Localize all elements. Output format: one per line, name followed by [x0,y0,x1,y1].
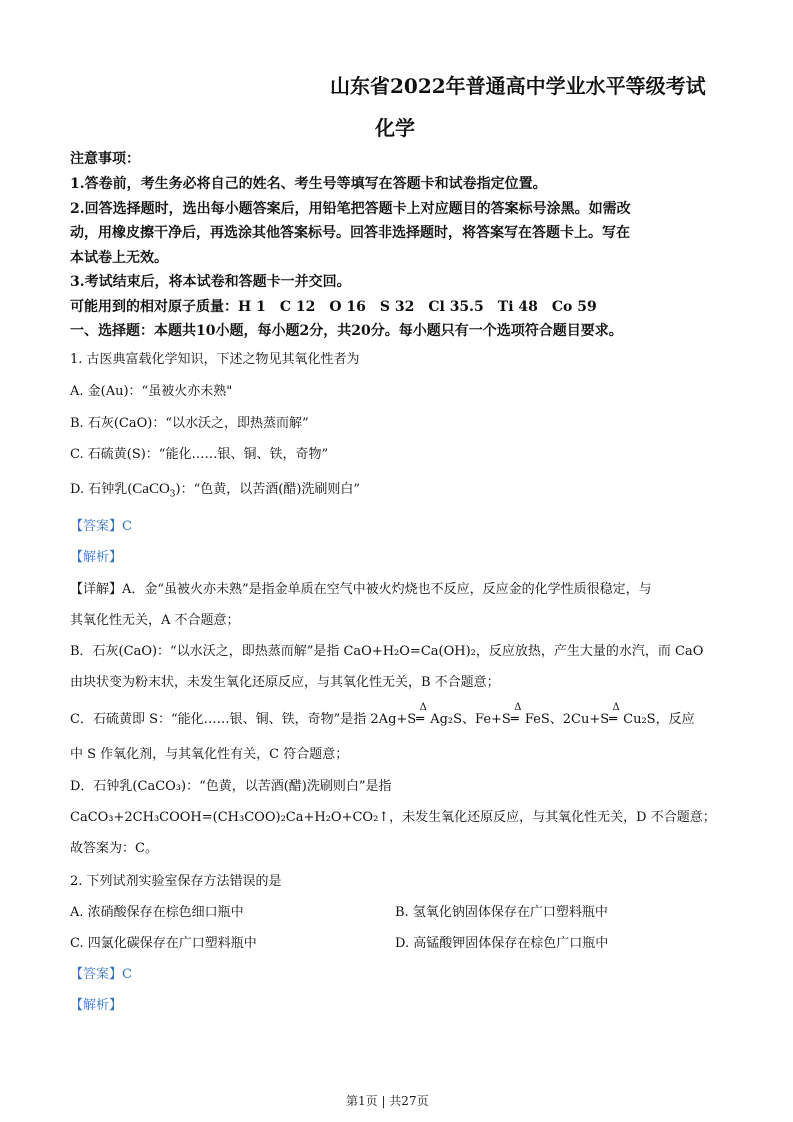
q1-option-a: A. 金(Au)：“虽被火亦未熟" [70,384,233,399]
q1-stem: 1. 古医典富载化学知识，下述之物见其氧化性者为 [70,352,360,367]
heat-symbol-1: Δ [419,702,427,713]
q1-detail-c-line-2: 中 S 作氧化剂，与其氧化性有关，C 符合题意； [70,747,349,762]
q1-detail-b-line-2: 由块状变为粉末状，未发生氧化还原反应，与其氧化性无关，B 不合题意； [70,675,500,690]
notice-item-1: 1.答卷前，考生务必将自己的姓名、考生号等填写在答题卡和试卷指定位置。 [70,176,547,192]
q1-detail-c-part-4: Cu₂S，反应 [623,712,695,727]
q1-detail-a-line-2: 其氧化性无关，A 不合题意； [70,613,240,628]
q1-detail-c-part-1: C．石硫黄即 S：“能化……银、铜、铁，奇物”是指 2Ag+S [70,712,417,727]
notice-item-2-line-3: 本试卷上无效。 [70,250,168,266]
q2-analysis-label: 【解析】 [70,998,123,1013]
heat-symbol-2: Δ [514,702,522,713]
q2-option-a: A. 浓硝酸保存在棕色细口瓶中 [70,905,244,920]
q1-option-d-prefix: D. 石钟乳( [70,482,133,497]
q1-option-d-suffix: )：“色黄，以苦酒(醋)洗刷则白” [175,482,361,497]
exam-title: 山东省2022年普通高中学业水平等级考试 [330,74,706,98]
heat-arrow-3: Δ ═ [609,702,620,727]
heat-arrow-1: Δ ═ [416,702,427,727]
q2-stem: 2. 下列试剂实验室保存方法错误的是 [70,874,282,889]
q1-detail-b-line-1: B．石灰(CaO)：“以水沃之，即热蒸而解”是指 CaO+H₂O=Ca(OH)₂，反应放热，产生大量的水汽，而 CaO [70,644,704,659]
heat-arrow-2: Δ ═ [510,702,522,727]
notice-heading: 注意事项： [70,151,140,167]
page-footer: 第1页 | 共27页 [346,1094,429,1108]
notice-item-2-line-2: 动，用橡皮擦干净后，再选涂其他答案标号。回答非选择题时，将答案写在答题卡上。写在 [70,225,630,241]
q1-detail-d-line-2: CaCO₃+2CH₃COOH=(CH₃COO)₂Ca+H₂O+CO₂↑，未发生氧化还原反应，与其氧化性无关，D 不合题意； [70,810,716,825]
q2-option-d: D. 高锰酸钾固体保存在棕色广口瓶中 [395,936,609,951]
q2-option-b: B. 氢氧化钠固体保存在广口塑料瓶中 [395,905,608,920]
q2-answer-label: 【答案】C [70,967,132,982]
q1-option-b: B. 石灰(CaO)：“以水沃之，即热蒸而解” [70,416,309,431]
q1-analysis-label: 【解析】 [70,550,123,565]
q1-option-d-formula: CaCO [132,481,170,497]
notice-item-2-line-1: 2.回答选择题时，选出每小题答案后，用铅笔把答题卡上对应题目的答案标号涂黑。如需改 [70,201,631,217]
q1-answer-label: 【答案】C [70,519,132,534]
heat-symbol-3: Δ [612,702,620,713]
q1-detail-c-line-1 [70,702,695,727]
q1-detail-c-part-2: Ag₂S、Fe+S [430,712,511,727]
q1-detail-a-line-1: 【详解】A．金“虽被火亦未熟”是指金单质在空气中被火灼烧也不反应，反应金的化学性质很稳定，与 [70,582,652,597]
q1-detail-d-line-1: D．石钟乳(CaCO₃)：“色黄，以苦酒(醋)洗刷则白”是指 [70,779,392,794]
q1-option-d-subscript: 3 [169,489,176,500]
notice-item-3: 3.考试结束后，将本试卷和答题卡一并交回。 [70,274,351,290]
q1-option-d [70,478,360,500]
q1-detail-c-part-3: FeS、2Cu+S [524,712,610,727]
q1-conclusion: 故答案为：C。 [70,841,158,856]
section-heading: 一、选择题：本题共10小题，每小题2分，共20分。每小题只有一个选项符合题目要求。 [70,323,623,339]
atomic-mass-line: 可能用到的相对原子质量：H 1 C 12 O 16 S 32 Cl 35.5 Ti 48 Co 59 [70,299,597,315]
subject-title: 化学 [375,116,415,140]
q2-option-c: C. 四氯化碳保存在广口塑料瓶中 [70,936,257,951]
q1-option-c: C. 石硫黄(S)：“能化……银、铜、铁，奇物” [70,447,329,462]
